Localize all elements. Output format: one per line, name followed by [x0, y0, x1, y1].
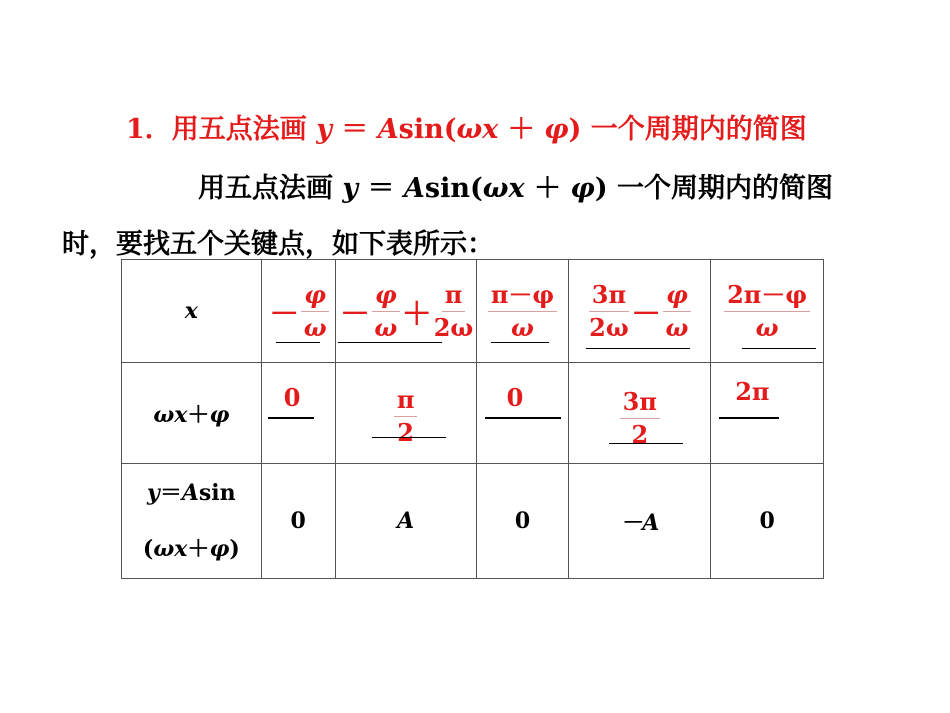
fraction — [434, 281, 474, 341]
heading-text: 1．用五点法画 — [126, 114, 317, 145]
cell-arg-3 — [476, 363, 569, 464]
answer-underline — [276, 342, 320, 343]
heading-eq: ＝ — [331, 114, 378, 145]
y-value: －A — [620, 509, 660, 536]
cell-arg-4-expr — [569, 378, 710, 448]
denominator: ω — [665, 312, 689, 342]
numerator: π — [442, 281, 466, 312]
y-value: 0 — [514, 508, 531, 534]
label-paren-close: ) — [229, 536, 240, 562]
label-omega: ω — [153, 536, 175, 562]
cell-x-2 — [335, 260, 476, 363]
table-row-y — [122, 464, 824, 579]
denominator: 2 — [631, 419, 649, 449]
denominator: 2 — [397, 417, 414, 447]
fill-in-blank-line — [485, 417, 561, 419]
para-suffix: ) 一个周期内的简图 — [594, 173, 834, 204]
label-x: x — [174, 401, 188, 428]
answer-value: 0 — [506, 383, 524, 412]
cell-x-5 — [711, 260, 824, 363]
label-x: x — [184, 298, 198, 324]
paragraph-line-2: 时，要找五个关键点，如下表所示： — [62, 229, 494, 260]
denominator: 2ω — [433, 312, 474, 342]
label-sin: sin — [198, 480, 236, 506]
cell-x-4 — [569, 260, 711, 363]
denominator: ω — [303, 312, 327, 342]
denominator: ω — [755, 312, 779, 342]
heading-var-y: y — [316, 114, 332, 145]
denominator: 2ω — [589, 312, 629, 342]
numerator: 3π — [589, 281, 629, 312]
denominator: ω — [374, 312, 398, 342]
fraction — [663, 281, 691, 341]
heading-plus: ＋ — [498, 114, 545, 145]
cell-y-3 — [476, 464, 569, 579]
label-eq: ＝ — [159, 480, 182, 506]
cell-x-5-expr — [711, 260, 823, 362]
para-var-A: A — [403, 173, 425, 204]
denominator: ω — [511, 312, 534, 342]
para-text: 用五点法画 — [198, 173, 343, 204]
numerator: π－φ — [488, 281, 557, 312]
five-point-table — [121, 259, 824, 579]
fill-in-blank-line — [268, 417, 314, 419]
heading-omega: ω — [456, 114, 483, 145]
minus-sign: － — [269, 297, 300, 332]
row-label-x — [122, 260, 262, 363]
fill-in-blank-line — [719, 417, 779, 419]
fraction — [724, 281, 810, 341]
y-value: 0 — [290, 508, 306, 534]
fraction — [488, 281, 557, 341]
cell-arg-5 — [711, 363, 824, 464]
para-sin: sin( — [424, 173, 483, 204]
cell-arg-1 — [261, 363, 335, 464]
label-x: x — [174, 536, 188, 562]
fraction — [301, 281, 329, 341]
table-row-x — [122, 260, 824, 363]
numerator: 3π — [620, 388, 660, 419]
para-var-x: x — [508, 173, 525, 204]
label-phi: φ — [209, 536, 230, 562]
para-var-y: y — [342, 173, 359, 204]
label-y-line-1 — [122, 465, 261, 521]
cell-x-2-expr — [336, 260, 476, 362]
plus-sign: ＋ — [401, 297, 432, 332]
heading-sin: sin( — [398, 114, 457, 145]
label-plus: ＋ — [187, 536, 210, 562]
heading-suffix: ) 一个周期内的简图 — [568, 114, 807, 145]
minus-sign: － — [631, 297, 662, 332]
cell-x-1-expr — [262, 260, 335, 362]
para-plus: ＋ — [524, 173, 571, 204]
answer-underline — [609, 443, 683, 444]
numerator: π — [394, 386, 418, 417]
label-y-line-2 — [122, 521, 261, 577]
answer-underline — [586, 348, 690, 349]
answer-underline — [491, 342, 549, 343]
answer-value: 2π — [735, 377, 770, 406]
fraction — [620, 388, 660, 448]
cell-x-3-expr — [477, 260, 569, 362]
label-plus: ＋ — [187, 401, 210, 428]
cell-x-4-expr — [569, 260, 710, 362]
para-eq: ＝ — [358, 173, 404, 204]
para-phi: φ — [570, 173, 595, 204]
cell-y-1 — [261, 464, 335, 579]
label-paren-open: ( — [142, 536, 154, 562]
cell-x-3 — [476, 260, 569, 363]
numerator: φ — [663, 281, 691, 312]
y-value: A — [397, 508, 415, 534]
label-y: y — [147, 480, 160, 506]
label-omega: ω — [153, 401, 175, 428]
cell-x-1 — [261, 260, 335, 363]
y-value: 0 — [759, 508, 775, 534]
numerator: φ — [372, 281, 400, 312]
fraction — [372, 281, 400, 341]
cell-y-5 — [711, 464, 824, 579]
answer-underline — [372, 437, 446, 438]
section-heading — [126, 107, 807, 146]
minus-sign: － — [339, 297, 370, 332]
heading-phi: φ — [544, 114, 569, 145]
heading-var-A: A — [377, 114, 399, 145]
heading-var-x: x — [482, 114, 499, 145]
numerator: 2π－φ — [724, 281, 810, 312]
answer-value: 0 — [283, 383, 301, 412]
row-label-y — [122, 464, 262, 579]
para-omega: ω — [482, 173, 509, 204]
cell-y-2 — [335, 464, 476, 579]
fraction — [589, 281, 629, 341]
table-row-argument — [122, 363, 824, 464]
cell-arg-4 — [569, 363, 711, 464]
cell-arg-2 — [335, 363, 476, 464]
cell-y-4 — [569, 464, 711, 579]
numerator: φ — [301, 281, 329, 312]
answer-underline — [338, 342, 442, 343]
label-phi: φ — [209, 401, 230, 428]
label-A: A — [181, 480, 199, 506]
answer-underline — [742, 348, 816, 349]
row-label-argument — [122, 363, 262, 464]
paragraph-line-1 — [198, 166, 833, 205]
